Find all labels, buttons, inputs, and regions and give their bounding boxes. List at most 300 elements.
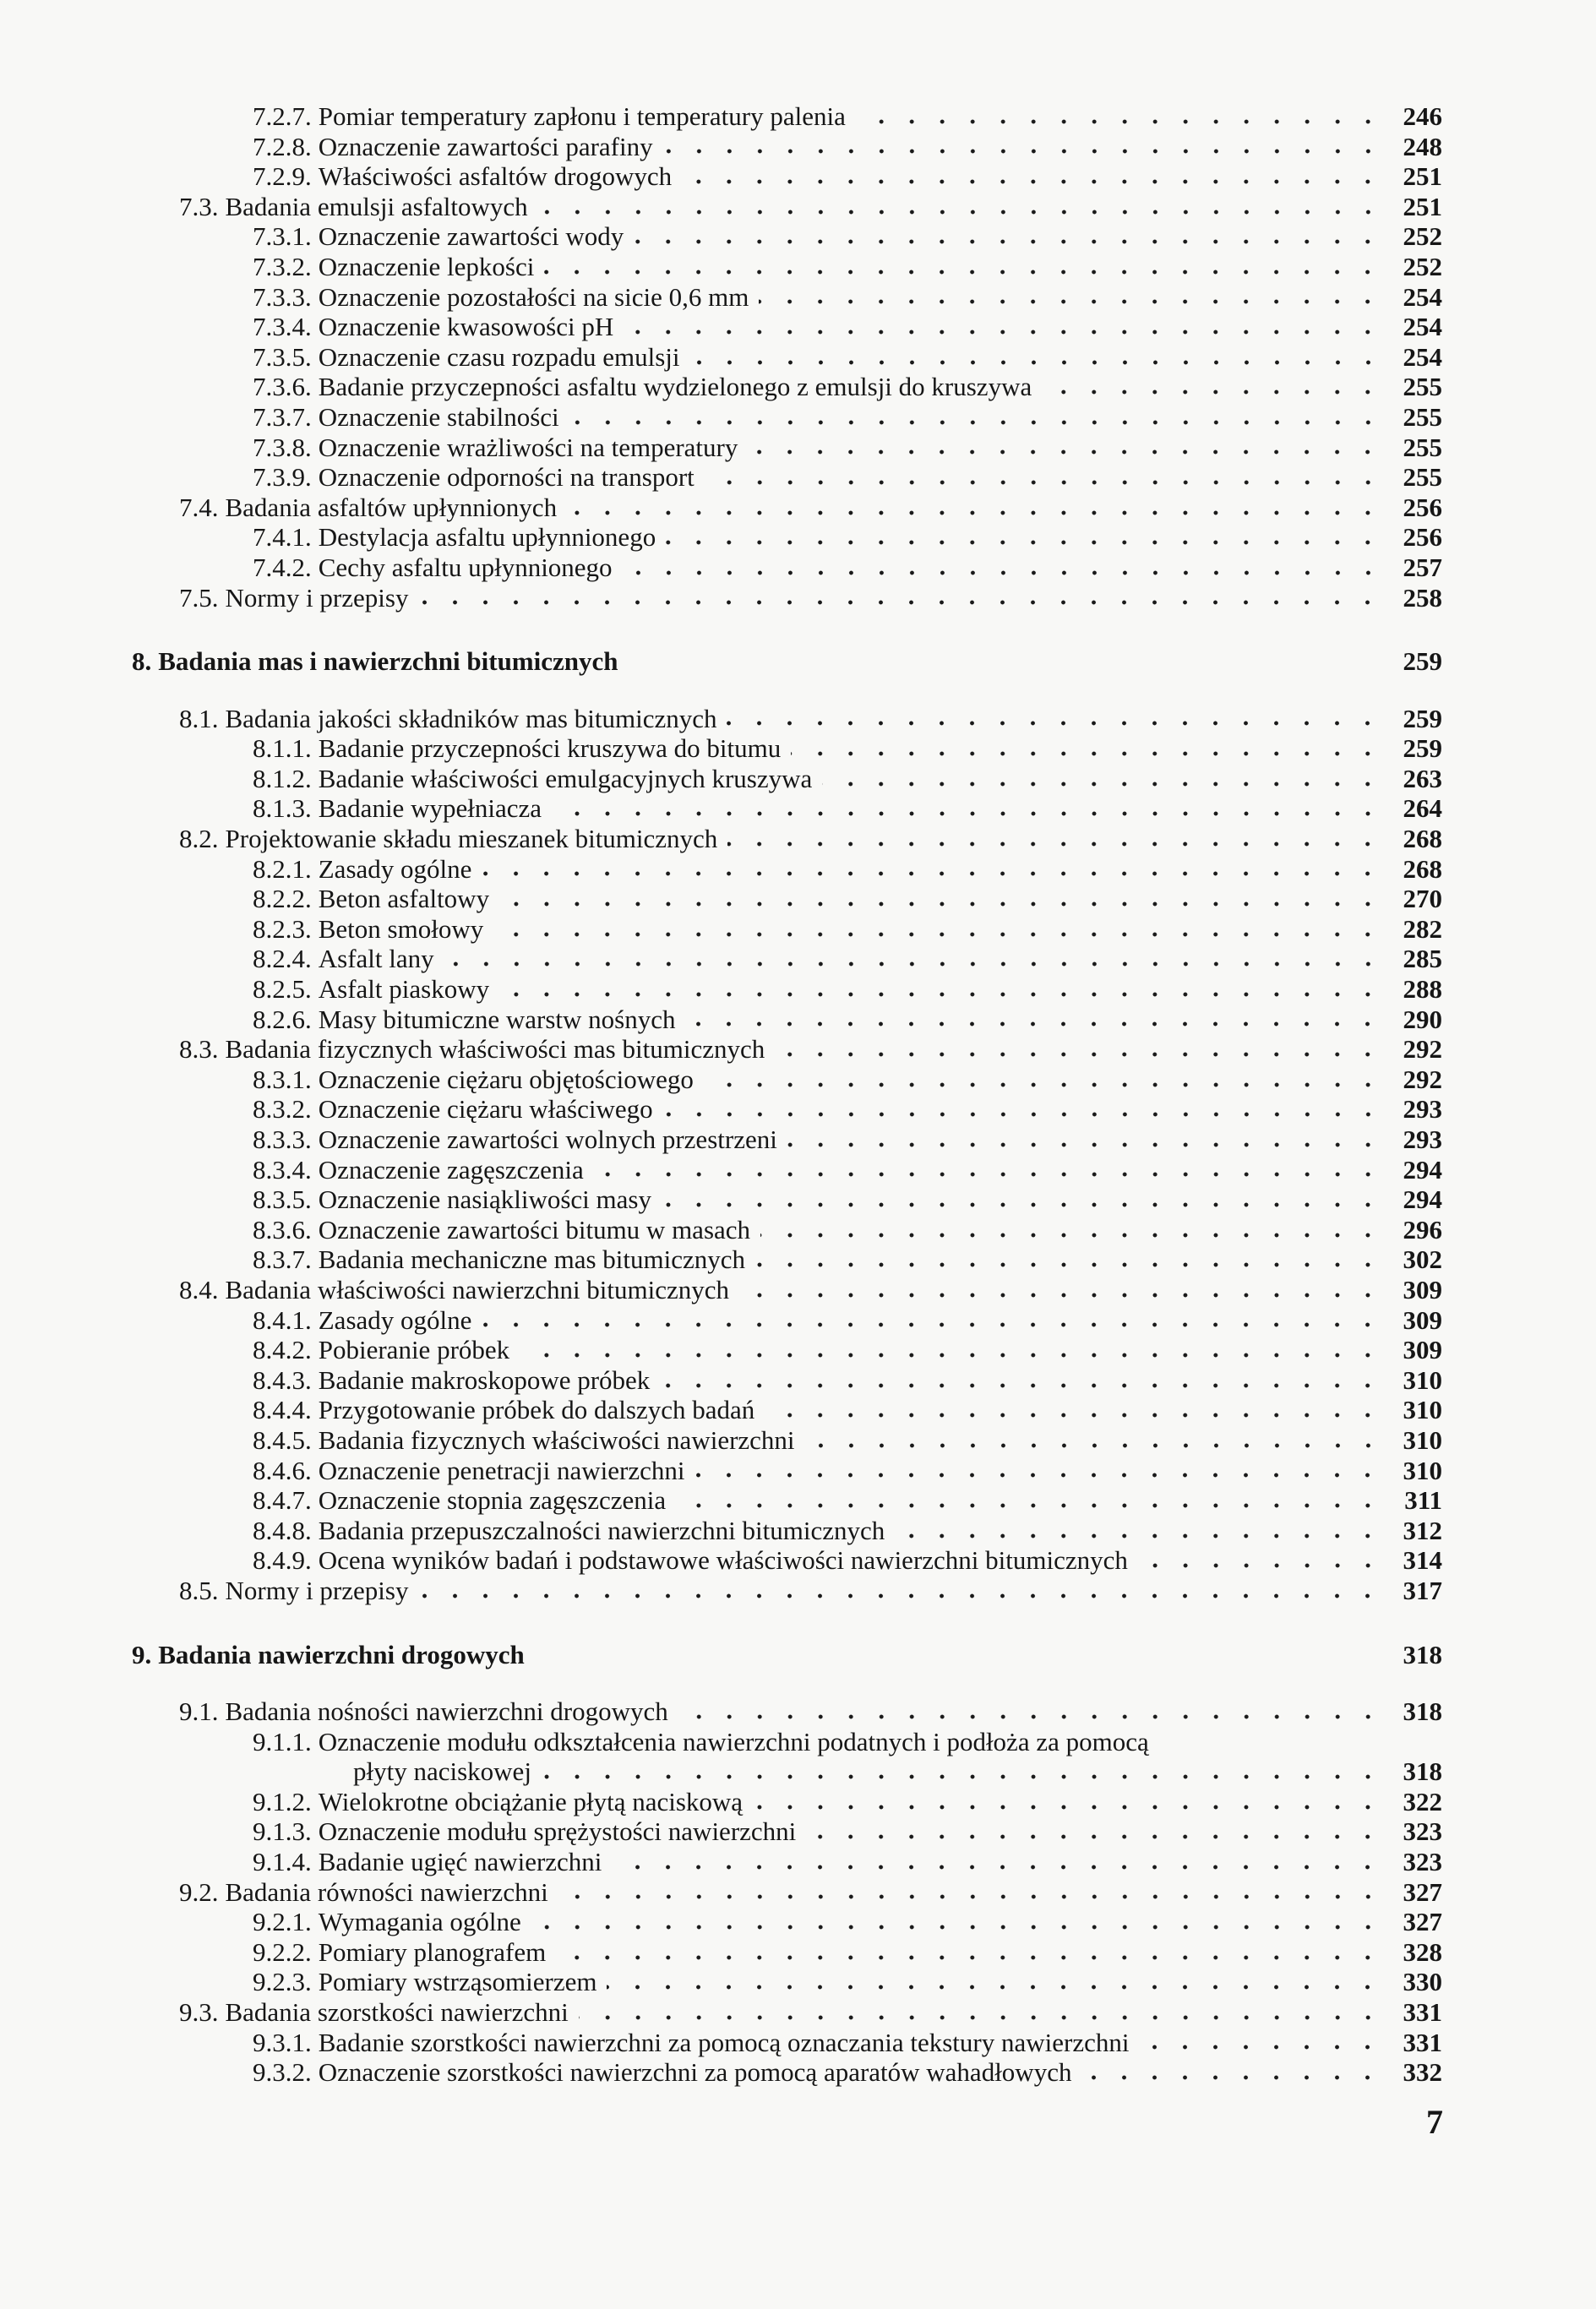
entry-title: Oznaczenie zagęszczenia [318, 1154, 584, 1184]
entry-page: 254 [1403, 341, 1442, 372]
toc-entry [0, 1756, 1596, 1787]
entry-page: 328 [1403, 1936, 1442, 1967]
entry-number: 8.4.7. [253, 1485, 312, 1516]
entry-number: 9.3.2. [253, 2057, 312, 2088]
entry-number: 8.4.5. [253, 1424, 312, 1455]
entry-title: Cechy asfaltu upłynnionego [318, 552, 613, 582]
dot-leader [662, 1201, 1383, 1209]
entry-number: 7.3.3. [253, 281, 312, 312]
entry-title: Badanie szorstkości nawierzchni za pomocą oznaczania tekstury nawierzchni [318, 2027, 1130, 2057]
toc-entry [0, 1907, 1596, 1937]
entry-number: 8.4.8. [253, 1515, 312, 1545]
dot-leader [805, 1441, 1383, 1450]
entry-page: 314 [1403, 1545, 1442, 1576]
dot-leader [759, 297, 1383, 306]
entry-number: 8.1.3. [253, 793, 312, 824]
entry-number: 7.3.9. [253, 462, 312, 493]
toc-entry [0, 944, 1596, 974]
entry-page: 331 [1403, 2027, 1442, 2057]
entry-page: 258 [1403, 582, 1442, 613]
entry-title: Zasady ogólne [318, 853, 472, 884]
entry-number: 7.4.1. [253, 522, 312, 553]
entry-number: 9.2.2. [253, 1936, 312, 1967]
entry-title: Asfalt lany [318, 944, 434, 974]
entry-title: Destylacja asfaltu upłynnionego [318, 522, 656, 553]
toc-chapter [0, 1640, 1596, 1670]
toc-entry [0, 1335, 1596, 1365]
entry-title: Oznaczenie czasu rozpadu emulsji [318, 341, 680, 372]
dot-leader [787, 1141, 1383, 1149]
entry-page: 317 [1403, 1575, 1442, 1605]
entry-page: 268 [1403, 853, 1442, 884]
dot-leader [499, 900, 1383, 908]
dot-leader [663, 1110, 1383, 1119]
entry-page: 310 [1403, 1364, 1442, 1395]
entry-number: 7.2.9. [253, 161, 312, 192]
dot-leader [538, 208, 1383, 216]
entry-number: 8.1.2. [253, 763, 312, 793]
entry-number: 9.2.1. [253, 1907, 312, 1937]
toc-entry [0, 1456, 1596, 1486]
entry-number: 7.5. [179, 582, 219, 613]
entry-number: 7.3. [179, 191, 219, 221]
dot-leader [660, 1381, 1383, 1390]
dot-leader [482, 869, 1383, 878]
toc-entry [0, 974, 1596, 1005]
entry-title: Badanie właściwości emulgacyjnych kruszywa [318, 763, 813, 793]
entry-title: Pomiar temperatury zapłonu i temperatury palenia [318, 101, 846, 131]
entry-page: 293 [1403, 1125, 1442, 1154]
dot-leader [634, 237, 1383, 246]
entry-page: 248 [1403, 131, 1442, 161]
entry-number: 8.1. [179, 703, 219, 733]
toc-entry [0, 1365, 1596, 1396]
entry-number: 8.3.7. [253, 1244, 312, 1275]
dot-leader [1081, 2073, 1383, 2082]
entry-title: Oznaczenie stabilności [318, 401, 559, 432]
entry-title: Badania nośności nawierzchni drogowych [225, 1696, 668, 1727]
entry-title: Oznaczenie stopnia zagęszczenia [318, 1485, 667, 1516]
entry-title: Oznaczenie nasiąkliwości masy [318, 1184, 651, 1215]
toc-chapter [0, 646, 1596, 677]
dot-leader [765, 1411, 1383, 1419]
entry-title: Badanie przyczepności kruszywa do bitumu [318, 733, 782, 764]
entry-title: Wielokrotne obciążanie płytą naciskową [318, 1786, 744, 1816]
entry-page: 293 [1403, 1094, 1442, 1125]
entry-page: 259 [1403, 646, 1442, 677]
toc-entry [0, 1155, 1596, 1185]
entry-title: Badania nawierzchni drogowych [158, 1639, 525, 1669]
entry-page: 259 [1403, 703, 1442, 733]
entry-number: 8.2.5. [253, 974, 312, 1005]
entry-title: Badania jakości składników mas bitumicznych [225, 703, 717, 733]
entry-page: 254 [1403, 281, 1442, 312]
entry-page: 246 [1403, 101, 1442, 131]
toc-entry [0, 1545, 1596, 1576]
entry-title: Asfalt piaskowy [318, 974, 490, 1005]
entry-title: Badanie przyczepności asfaltu wydzielonego z emulsji do kruszywa [318, 372, 1032, 402]
dot-leader [704, 1081, 1383, 1089]
dot-leader [493, 930, 1383, 939]
dot-leader [558, 1892, 1383, 1901]
toc-entry [0, 312, 1596, 342]
entry-page: 323 [1403, 1816, 1442, 1847]
entry-title: Wymagania ogólne [318, 1907, 521, 1937]
entry-page: 323 [1403, 1847, 1442, 1877]
entry-number: 8.4.4. [253, 1395, 312, 1425]
entry-number: 8.3.6. [253, 1214, 312, 1244]
entry-page: 255 [1403, 372, 1442, 402]
entry-number: 8.5. [179, 1575, 219, 1605]
entry-page: 282 [1403, 913, 1442, 944]
entry-title: Projektowanie składu mieszanek bitumicznych [225, 824, 718, 854]
entry-title: Badania fizycznych właściwości nawierzchni [318, 1424, 795, 1455]
entry-number: 8.2.2. [253, 884, 312, 914]
toc-entry [0, 1847, 1596, 1877]
entry-number: 9.2.3. [253, 1967, 312, 1997]
toc-entry [0, 493, 1596, 523]
entry-number: 9. [132, 1639, 152, 1669]
entry-title: Badanie makroskopowe próbek [318, 1364, 651, 1395]
entry-page: 259 [1403, 733, 1442, 764]
entry-number: 8.4.6. [253, 1455, 312, 1485]
entry-title: Oznaczenie penetracji nawierzchni [318, 1455, 685, 1485]
toc-entry [0, 522, 1596, 553]
toc-entry [0, 1275, 1596, 1305]
entry-page: 332 [1403, 2057, 1442, 2088]
entry-page: 309 [1403, 1304, 1442, 1335]
entry-title: Oznaczenie szorstkości nawierzchni za pomocą aparatów wahadłowych [318, 2057, 1072, 2088]
entry-number: 9.1. [179, 1696, 219, 1727]
entry-page: 318 [1403, 1756, 1442, 1787]
toc-entry [0, 462, 1596, 493]
toc-entry [0, 372, 1596, 402]
toc-entry [0, 1516, 1596, 1546]
entry-number: 7.2.8. [253, 131, 312, 161]
entry-page: 251 [1403, 191, 1442, 221]
entry-title: Badania szorstkości nawierzchni [225, 1997, 569, 2028]
entry-page: 330 [1403, 1967, 1442, 1997]
dot-leader [775, 1050, 1383, 1059]
entry-page: 255 [1403, 432, 1442, 462]
entry-page: 322 [1403, 1786, 1442, 1816]
entry-number: 9.2. [179, 1876, 219, 1907]
entry-page: 310 [1403, 1395, 1442, 1425]
entry-number: 8.3.3. [253, 1125, 312, 1154]
entry-page: 310 [1403, 1424, 1442, 1455]
entry-title: Oznaczenie ciężaru właściwego [318, 1094, 653, 1125]
entry-title: Pobieranie próbek [318, 1335, 510, 1365]
entry-page: 318 [1403, 1639, 1442, 1669]
entry-number: 8.3.4. [253, 1154, 312, 1184]
entry-title: Pomiary wstrząsomierzem [318, 1967, 597, 1997]
toc-entry [0, 733, 1596, 764]
toc-entry [0, 282, 1596, 313]
entry-number: 7.2.7. [253, 101, 312, 131]
dot-leader [567, 509, 1383, 517]
dot-leader [791, 749, 1383, 758]
entry-number: 8.4.2. [253, 1335, 312, 1365]
page-number: 7 [1426, 2103, 1443, 2141]
entry-page: 268 [1403, 824, 1442, 854]
toc-entry [0, 854, 1596, 885]
toc-entry [0, 824, 1596, 854]
entry-number: 8.2.1. [253, 853, 312, 884]
entry-title: Oznaczenie zawartości parafiny [318, 131, 653, 161]
toc-entry [0, 1094, 1596, 1125]
toc-entry [0, 914, 1596, 945]
toc-entry [0, 1937, 1596, 1968]
entry-title: Badanie wypełniacza [318, 793, 542, 824]
dot-leader [685, 1020, 1383, 1028]
entry-page: 312 [1403, 1515, 1442, 1545]
dot-leader [666, 538, 1383, 547]
entry-title: Badania emulsji asfaltowych [225, 191, 528, 221]
toc-entry [0, 1034, 1596, 1065]
entry-number: 8.3.2. [253, 1094, 312, 1125]
dot-leader [663, 147, 1383, 155]
entry-page: 256 [1403, 492, 1442, 522]
entry-page: 256 [1403, 522, 1442, 553]
entry-number: 8.2.6. [253, 1004, 312, 1034]
entry-page: 302 [1403, 1244, 1442, 1275]
entry-title: Oznaczenie wrażliwości na temperatury [318, 432, 738, 462]
entry-title: Przygotowanie próbek do dalszych badań [318, 1395, 755, 1425]
entry-title: Zasady ogólne [318, 1304, 472, 1335]
dot-leader [806, 1832, 1383, 1841]
dot-leader [1159, 1742, 1383, 1751]
entry-title: Oznaczenie ciężaru objętościowego [318, 1064, 694, 1094]
entry-number: 8.1.1. [253, 733, 312, 764]
dot-leader [612, 1863, 1383, 1871]
dot-leader [895, 1532, 1383, 1540]
entry-number: 8.3.5. [253, 1184, 312, 1215]
dot-leader [676, 1501, 1383, 1510]
entry-number: 9.1.3. [253, 1816, 312, 1847]
dot-leader [444, 960, 1383, 968]
dot-leader [1042, 388, 1383, 396]
entry-page: 254 [1403, 312, 1442, 342]
entry-page: 288 [1403, 974, 1442, 1005]
toc-entry [0, 1877, 1596, 1908]
dot-leader [822, 780, 1383, 788]
dot-leader [542, 1773, 1383, 1781]
entry-title: Badania asfaltów upłynnionych [225, 492, 558, 522]
dot-leader [682, 177, 1383, 186]
entry-page: 252 [1403, 221, 1442, 252]
entry-number: 8.4. [179, 1274, 219, 1304]
entry-title: Badania mechaniczne mas bitumicznych [318, 1244, 746, 1275]
entry-page: 255 [1403, 462, 1442, 493]
toc-entry [0, 1485, 1596, 1516]
entry-page: 290 [1403, 1004, 1442, 1034]
toc-entry [0, 161, 1596, 192]
dot-leader [727, 840, 1383, 848]
entry-page: 331 [1403, 1997, 1442, 2028]
entry-title: Oznaczenie odporności na transport [318, 462, 695, 493]
entry-title: Ocena wyników badań i podstawowe właściwości nawierzchni bitumicznych [318, 1545, 1128, 1576]
entry-title: Oznaczenie pozostałości na sicie 0,6 mm [318, 281, 749, 312]
toc-entry [0, 553, 1596, 583]
entry-title: Badania mas i nawierzchni bitumicznych [158, 646, 618, 677]
entry-page: 310 [1403, 1455, 1442, 1485]
entry-page: 285 [1403, 944, 1442, 974]
toc-entry [0, 884, 1596, 914]
entry-page: 327 [1403, 1876, 1442, 1907]
entry-title: Oznaczenie lepkości [318, 251, 535, 281]
entry-title: Właściwości asfaltów drogowych [318, 161, 673, 192]
toc-entry [0, 1005, 1596, 1035]
dot-leader [629, 662, 1383, 671]
toc-entry [0, 1065, 1596, 1095]
entry-page: 292 [1403, 1034, 1442, 1065]
toc-entry [0, 1215, 1596, 1245]
entry-number: 7.3.4. [253, 312, 312, 342]
entry-page: 294 [1403, 1184, 1442, 1215]
table-of-contents [0, 101, 1596, 2088]
toc-entry [0, 1395, 1596, 1425]
dot-leader [748, 448, 1383, 456]
entry-page: 255 [1403, 401, 1442, 432]
entry-title: Oznaczenie zawartości wolnych przestrzeni [318, 1125, 777, 1154]
entry-number: 9.1.2. [253, 1786, 312, 1816]
toc-entry [0, 132, 1596, 162]
toc-entry [0, 1787, 1596, 1817]
entry-page: 257 [1403, 552, 1442, 582]
entry-title: Badania fizycznych właściwości mas bitumicznych [225, 1034, 765, 1065]
entry-title: Pomiary planografem [318, 1936, 547, 1967]
dot-leader [739, 1291, 1383, 1299]
dot-leader [1138, 1561, 1383, 1570]
entry-title: Badania właściwości nawierzchni bitumicznych [225, 1274, 730, 1304]
entry-number: 8.4.1. [253, 1304, 312, 1335]
entry-number: 8.3. [179, 1034, 219, 1065]
toc-entry [0, 764, 1596, 794]
entry-number: 8.2.4. [253, 944, 312, 974]
toc-entry [0, 2057, 1596, 2088]
entry-page: 318 [1403, 1696, 1442, 1727]
dot-leader [727, 719, 1383, 727]
dot-leader [695, 1471, 1383, 1479]
entry-page: 292 [1403, 1064, 1442, 1094]
dot-leader [755, 1261, 1383, 1269]
entry-number: 7.3.5. [253, 341, 312, 372]
toc-entry [0, 192, 1596, 222]
entry-page: 264 [1403, 793, 1442, 824]
toc-entry [0, 1816, 1596, 1847]
dot-leader [623, 569, 1383, 577]
entry-title: Normy i przepisy [225, 1575, 409, 1605]
dot-leader [418, 1592, 1383, 1600]
toc-entry [0, 2028, 1596, 2058]
toc-entry [0, 583, 1596, 613]
entry-number: 8.2.3. [253, 913, 312, 944]
entry-page: 294 [1403, 1154, 1442, 1184]
entry-number: 9.1.4. [253, 1847, 312, 1877]
entry-page: 252 [1403, 251, 1442, 281]
dot-leader [482, 1321, 1383, 1329]
entry-page: 296 [1403, 1214, 1442, 1244]
toc-entry [0, 1125, 1596, 1155]
entry-number: 8. [132, 646, 152, 677]
entry-number: 8.4.9. [253, 1545, 312, 1576]
dot-leader [856, 117, 1383, 126]
entry-title: Oznaczenie modułu sprężystości nawierzchni [318, 1816, 797, 1847]
toc-entry [0, 221, 1596, 252]
dot-leader [499, 990, 1383, 999]
entry-title: Oznaczenie modułu odkształcenia nawierzchni podatnych i podłoża za pomocą [318, 1726, 1149, 1756]
entry-number: 7.4. [179, 492, 219, 522]
dot-leader [1139, 2043, 1383, 2051]
entry-number: 7.3.8. [253, 432, 312, 462]
entry-title: Badania równości nawierzchni [225, 1876, 548, 1907]
entry-page: 309 [1403, 1335, 1442, 1365]
toc-entry [0, 402, 1596, 433]
dot-leader [556, 1953, 1383, 1962]
entry-title: Badania przepuszczalności nawierzchni bitumicznych [318, 1515, 885, 1545]
entry-title: Oznaczenie kwasowości pH [318, 312, 614, 342]
entry-number: 7.3.1. [253, 221, 312, 252]
entry-title: płyty naciskowej [353, 1756, 531, 1787]
dot-leader [678, 1713, 1383, 1721]
entry-number: 8.4.3. [253, 1364, 312, 1395]
entry-page: 263 [1403, 763, 1442, 793]
dot-leader [418, 598, 1383, 607]
toc-entry [0, 1305, 1596, 1336]
dot-leader [624, 328, 1383, 336]
entry-title: Normy i przepisy [225, 582, 409, 613]
entry-number: 7.3.7. [253, 401, 312, 432]
toc-entry [0, 1727, 1596, 1757]
dot-leader [607, 1983, 1383, 1991]
dot-leader [753, 1803, 1383, 1811]
toc-entry [0, 1967, 1596, 1997]
toc-entry [0, 1425, 1596, 1456]
entry-number: 9.3. [179, 1997, 219, 2028]
entry-title: Badanie ugięć nawierzchni [318, 1847, 602, 1877]
dot-leader [569, 418, 1383, 427]
entry-page: 251 [1403, 161, 1442, 192]
dot-leader [579, 2013, 1383, 2022]
toc-entry [0, 101, 1596, 132]
entry-title: Oznaczenie zawartości bitumu w masach [318, 1214, 751, 1244]
toc-entry [0, 1184, 1596, 1215]
toc-entry [0, 1997, 1596, 2028]
entry-number: 9.3.1. [253, 2027, 312, 2057]
toc-entry [0, 1576, 1596, 1606]
dot-leader [531, 1923, 1383, 1931]
entry-page: 327 [1403, 1907, 1442, 1937]
dot-leader [690, 358, 1383, 367]
entry-page: 309 [1403, 1274, 1442, 1304]
toc-entry [0, 1696, 1596, 1727]
toc-entry [0, 704, 1596, 734]
entry-number: 9.1.1. [253, 1726, 312, 1756]
toc-entry [0, 342, 1596, 373]
dot-leader [544, 268, 1383, 276]
entry-number: 8.3.1. [253, 1064, 312, 1094]
entry-number: 7.3.6. [253, 372, 312, 402]
entry-number: 7.4.2. [253, 552, 312, 582]
toc-entry [0, 252, 1596, 282]
entry-page: 311 [1404, 1485, 1442, 1516]
toc-entry [0, 433, 1596, 463]
dot-leader [535, 1655, 1383, 1664]
entry-page: 270 [1403, 884, 1442, 914]
dot-leader [520, 1351, 1383, 1359]
entry-title: Oznaczenie zawartości wody [318, 221, 624, 252]
toc-entry [0, 1244, 1596, 1275]
